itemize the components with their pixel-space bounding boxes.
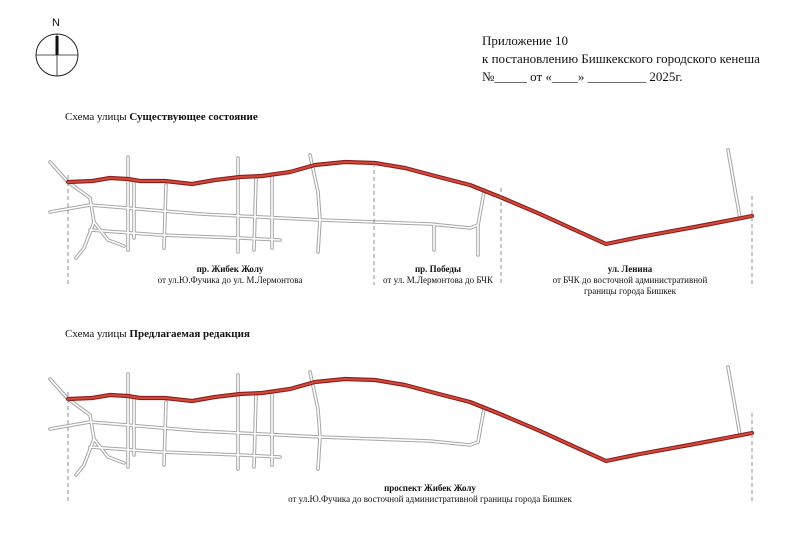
scheme1-title: Схема улицы Существующее состояние	[65, 111, 258, 123]
scheme2-title: Схема улицы Предлагаемая редакция	[65, 328, 250, 340]
compass-label: N	[52, 17, 60, 29]
segment-label	[120, 264, 340, 286]
header-appendix: Приложение 10	[482, 33, 569, 48]
segment-name: пр. Победы	[414, 264, 462, 274]
header-number-date: №_____ от «____» _________ 2025г.	[482, 69, 683, 84]
segment-desc: от ул.Ю.Фучика до восточной административной границы города Бишкек	[288, 494, 572, 504]
segment-desc: от БЧК до восточной административной	[552, 275, 708, 285]
segment-desc-line2: границы города Бишкек	[584, 286, 676, 296]
segment-label	[230, 483, 630, 505]
header-resolution: к постановлению Бишкекского городского кенеша	[482, 51, 760, 66]
segment-name: пр. Жибек Жолу	[196, 264, 264, 274]
scheme2-map	[50, 367, 752, 502]
segment-desc: от ул. М.Лермонтова до БЧК	[383, 275, 493, 285]
segment-name: ул. Ленина	[607, 264, 653, 274]
segment-name: проспект Жибек Жолу	[384, 483, 476, 493]
segment-label	[366, 264, 510, 286]
segment-desc: от ул.Ю.Фучика до ул. М.Лермонтова	[157, 275, 303, 285]
compass-icon	[36, 34, 78, 76]
segment-label	[520, 264, 740, 297]
